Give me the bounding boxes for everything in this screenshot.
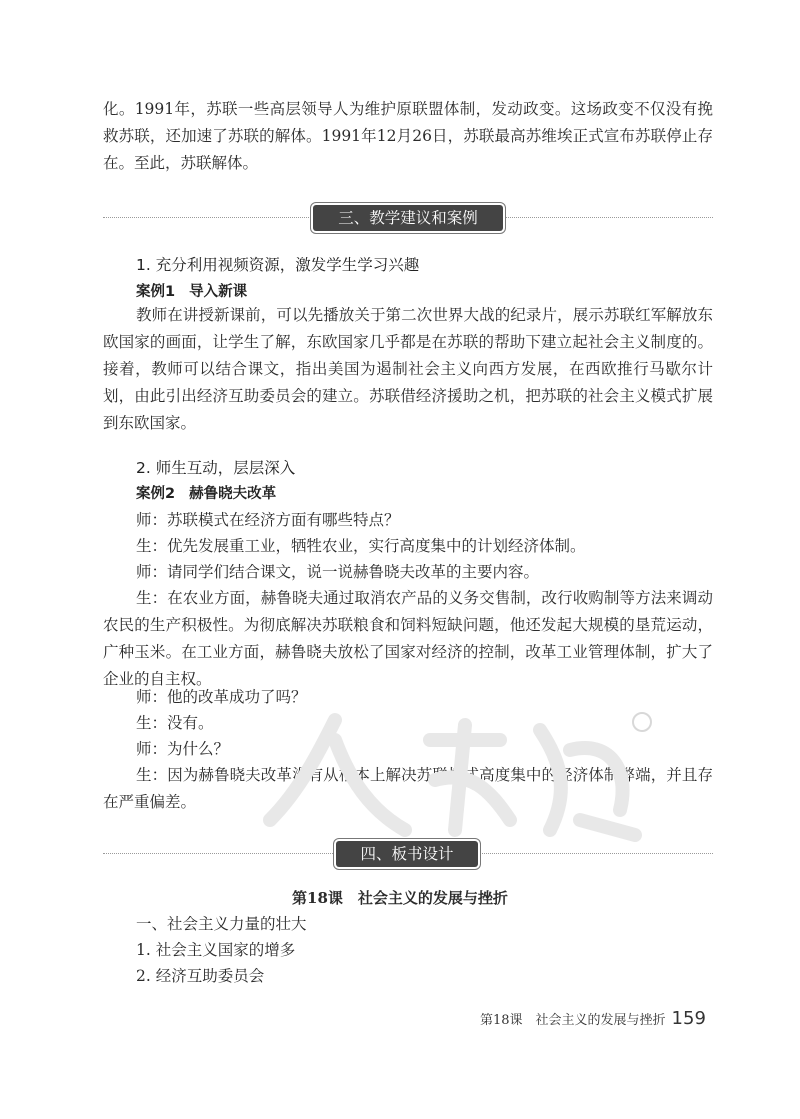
section-title-teaching: 三、教学建议和案例: [313, 205, 503, 231]
item-heading-interaction: 2. 师生互动，层层深入: [136, 459, 296, 477]
dialogue-final-answer: 生：因为赫鲁晓夫改革没有从根本上解决苏联模式高度集中的经济体制弊端，并且存在严重偏差。: [103, 766, 713, 811]
board-item: 1. 社会主义国家的增多: [136, 941, 296, 959]
dialogue-line: 生：没有。: [136, 714, 214, 732]
item-heading-video: 1. 充分利用视频资源，激发学生学习兴趣: [136, 256, 420, 274]
case-title: 赫鲁晓夫改革: [189, 486, 277, 502]
footer-lesson-title: 第18课 社会主义的发展与挫折: [480, 1013, 666, 1028]
dialogue-line: 师：为什么？: [136, 740, 230, 758]
board-item: 一、社会主义力量的壮大: [136, 915, 307, 933]
section-title-board: 四、板书设计: [336, 841, 478, 867]
dialogue-line: 生：优先发展重工业，牺牲农业，实行高度集中的计划经济体制。: [136, 537, 586, 555]
case-heading-2: [136, 481, 290, 508]
dialogue-line: 师：他的改革成功了吗？: [136, 688, 307, 706]
page-footer: [480, 1005, 706, 1035]
board-design-title: 第18课 社会主义的发展与挫折: [292, 889, 508, 907]
case-label: 案例1: [136, 284, 176, 300]
case-label: 案例2: [136, 486, 176, 502]
dialogue-line: 师：苏联模式在经济方面有哪些特点？: [136, 511, 400, 529]
dialogue-line: 师：请同学们结合课文，说一说赫鲁晓夫改革的主要内容。: [136, 563, 540, 581]
case1-paragraph: 教师在讲授新课前，可以先播放关于第二次世界大战的纪录片，展示苏联红军解放东欧国家的画面，让学生了解，东欧国家几乎都是在苏联的帮助下建立起社会主义制度的。接着，教师可以结合课文，指出美国为遏制社会主义向西方发展，在西欧推行马歇尔计划，由此引出经济互助委员会的建立。苏联借经济援助之机，把苏联的社会主义模式扩展到东欧国家。: [103, 306, 713, 432]
dialogue-long-answer: 生：在农业方面，赫鲁晓夫通过取消农产品的义务交售制，改行收购制等方法来调动农民的生产积极性。为彻底解决苏联粮食和饲料短缺问题，他还发起大规模的垦荒运动，广种玉米。在工业方面，赫鲁晓夫放松了国家对经济的控制，改革工业管理体制，扩大了企业的自主权。: [103, 589, 713, 688]
page-number: 159: [671, 1008, 706, 1029]
top-paragraph: 化。1991年，苏联一些高层领导人为维护原联盟体制，发动政变。这场政变不仅没有挽救苏联，还加速了苏联的解体。1991年12月26日，苏联最高苏维埃正式宣布苏联停止存在。至此，苏联解体。: [103, 100, 713, 172]
board-item: 2. 经济互助委员会: [136, 967, 265, 985]
case-title: 导入新课: [189, 284, 248, 300]
